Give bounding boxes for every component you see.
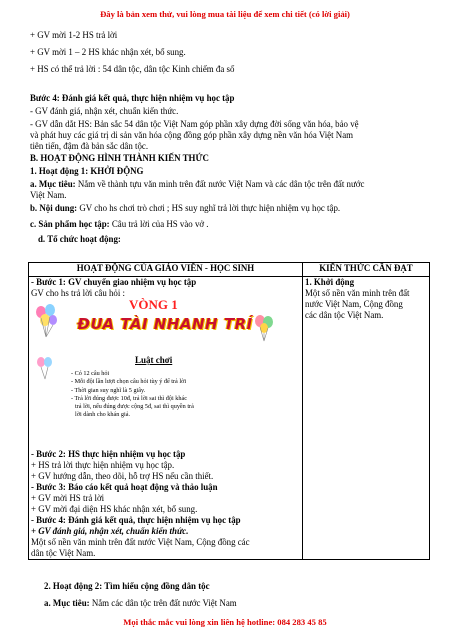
preview-banner: Đây là bản xem thử, vui lòng mua tài liệu để xem chi tiết (có lời giải)	[100, 9, 350, 19]
rule-6: lời dành cho khán giả.	[75, 411, 130, 419]
balloons-bottom-left-icon	[35, 355, 55, 381]
table-step4-heading: - Bước 4: Đánh giá kết quả, thực hiện nhiệm vụ học tập	[31, 515, 241, 525]
table-step1-heading: - Bước 1: GV chuyển giao nhiệm vụ học tập	[31, 277, 197, 287]
step4-line-1: - GV đánh giá, nhận xét, chuẩn kiến thức.	[30, 106, 179, 116]
table-step4-line-2: dân tộc Việt Nam.	[31, 548, 96, 558]
step4-line-3: và phát huy các giá trị di sản văn hóa cộng đồng góp phần xây dựng nền văn hóa Việt Nam	[30, 130, 354, 140]
knowledge-line-1: Một số nền văn minh trên đất	[305, 288, 410, 298]
activity2-heading: 2. Hoạt động 2: Tìm hiểu cộng đồng dân tộc	[44, 581, 210, 591]
step4-line-2: - GV dẫn dắt HS: Bản sắc 54 dân tộc Việt Nam góp phần xây dựng đời sống văn hóa, bảo vệ	[30, 119, 359, 129]
activities-cell	[29, 277, 303, 560]
table-header-activities: HOẠT ĐỘNG CỦA GIÁO VIÊN - HỌC SINH	[29, 263, 303, 277]
game-round: VÒNG 1	[129, 297, 178, 312]
rule-3: - Thời gian suy nghĩ là 5 giây.	[71, 386, 146, 394]
table-step1-text: GV cho hs trả lời câu hỏi :	[31, 288, 126, 298]
rule-5: trả lời, nếu đúng được cộng 5đ, sai thì quyền trả	[75, 403, 194, 411]
rule-1: - Có 12 câu hỏi	[71, 370, 110, 377]
hotline-banner: Mọi thắc mắc vui lòng xin liên hệ hotline: 084 283 45 85	[123, 617, 327, 627]
activity-table	[28, 262, 430, 560]
goal-line-2: Việt Nam.	[30, 190, 67, 200]
content-label: b. Nội dung:	[30, 203, 78, 213]
section-b-heading: B. HOẠT ĐỘNG HÌNH THÀNH KIẾN THỨC	[30, 153, 209, 163]
balloons-left-icon	[33, 303, 59, 339]
knowledge-line-2: nước Việt Nam, Cộng đồng	[305, 299, 403, 309]
top-line-3: + HS có thể trả lời : 54 dân tộc, dân tộc Kinh chiếm đa số	[30, 64, 235, 74]
table-step2-line-2: + GV hướng dẫn, theo dõi, hỗ trợ HS nếu cần thiết.	[31, 471, 214, 481]
goal-label: a. Mục tiêu:	[30, 179, 76, 189]
activity1-heading: 1. Hoạt động 1: KHỞI ĐỘNG	[30, 166, 144, 176]
knowledge-title: 1. Khởi động	[305, 277, 355, 287]
rules-list	[71, 370, 261, 420]
table-step2-line-1: + HS trả lời thực hiện nhiệm vụ học tập.	[31, 460, 175, 470]
knowledge-cell	[303, 277, 430, 560]
game-slide	[31, 299, 300, 449]
activity2-goal-text: Nắm các dân tộc trên đất nước Việt Nam	[89, 598, 237, 608]
game-title: ĐUA TÀI NHANH TRÍ	[77, 315, 253, 333]
step4-line-4: tiên tiến, đậm đà bản sắc dân tộc.	[30, 141, 149, 151]
table-step3-line-2: + GV mời đại diện HS khác nhận xét, bổ sung.	[31, 504, 198, 514]
product-text: Câu trả lời của HS vào vở .	[109, 219, 209, 229]
product-line	[30, 219, 428, 230]
activity2-goal-line	[44, 598, 442, 609]
rule-2: - Mỗi đội lần lượt chọn câu hỏi tùy ý để trả lời	[71, 378, 187, 386]
content-text: GV cho hs chơi trò chơi ; HS suy nghĩ trả lời thực hiện nhiệm vụ học tập.	[77, 203, 341, 213]
table-step4-line-1: Một số nền văn minh trên đất nước Việt Nam, Cộng đồng các	[31, 537, 250, 547]
content-line	[30, 203, 428, 214]
top-line-1: + GV mời 1-2 HS trả lời	[30, 30, 118, 40]
organization-heading: d. Tổ chức hoạt động:	[38, 234, 121, 244]
step4-heading: Bước 4: Đánh giá kết quả, thực hiện nhiệm vụ học tập	[30, 93, 235, 103]
goal-text: Nắm về thành tựu văn minh trên đất nước Việt Nam và các dân tộc trên đất nước	[75, 179, 365, 189]
rule-4: - Trả lời đúng được 10đ, trả lời sai thì đội khác	[71, 394, 187, 402]
knowledge-line-3: các dân tộc Việt Nam.	[305, 310, 384, 320]
top-line-2: + GV mời 1 – 2 HS khác nhận xét, bổ sung.	[30, 47, 186, 57]
rules-title: Luật chơi	[135, 355, 173, 365]
table-step3-heading: - Bước 3: Báo cáo kết quả hoạt động và thảo luận	[31, 482, 218, 492]
product-label: c. Sản phẩm học tập:	[30, 219, 110, 229]
balloons-right-icon	[253, 313, 275, 343]
activity2-goal-label: a. Mục tiêu:	[44, 598, 90, 608]
table-step3-line-1: + GV mời HS trả lời	[31, 493, 105, 503]
goal-line	[30, 179, 428, 190]
table-step2-heading: - Bước 2: HS thực hiện nhiệm vụ học tập	[31, 449, 186, 459]
table-step4-italic: + GV đánh giá, nhận xét, chuẩn kiến thức.	[31, 526, 189, 536]
table-header-knowledge: KIẾN THỨC CẦN ĐẠT	[303, 263, 430, 277]
